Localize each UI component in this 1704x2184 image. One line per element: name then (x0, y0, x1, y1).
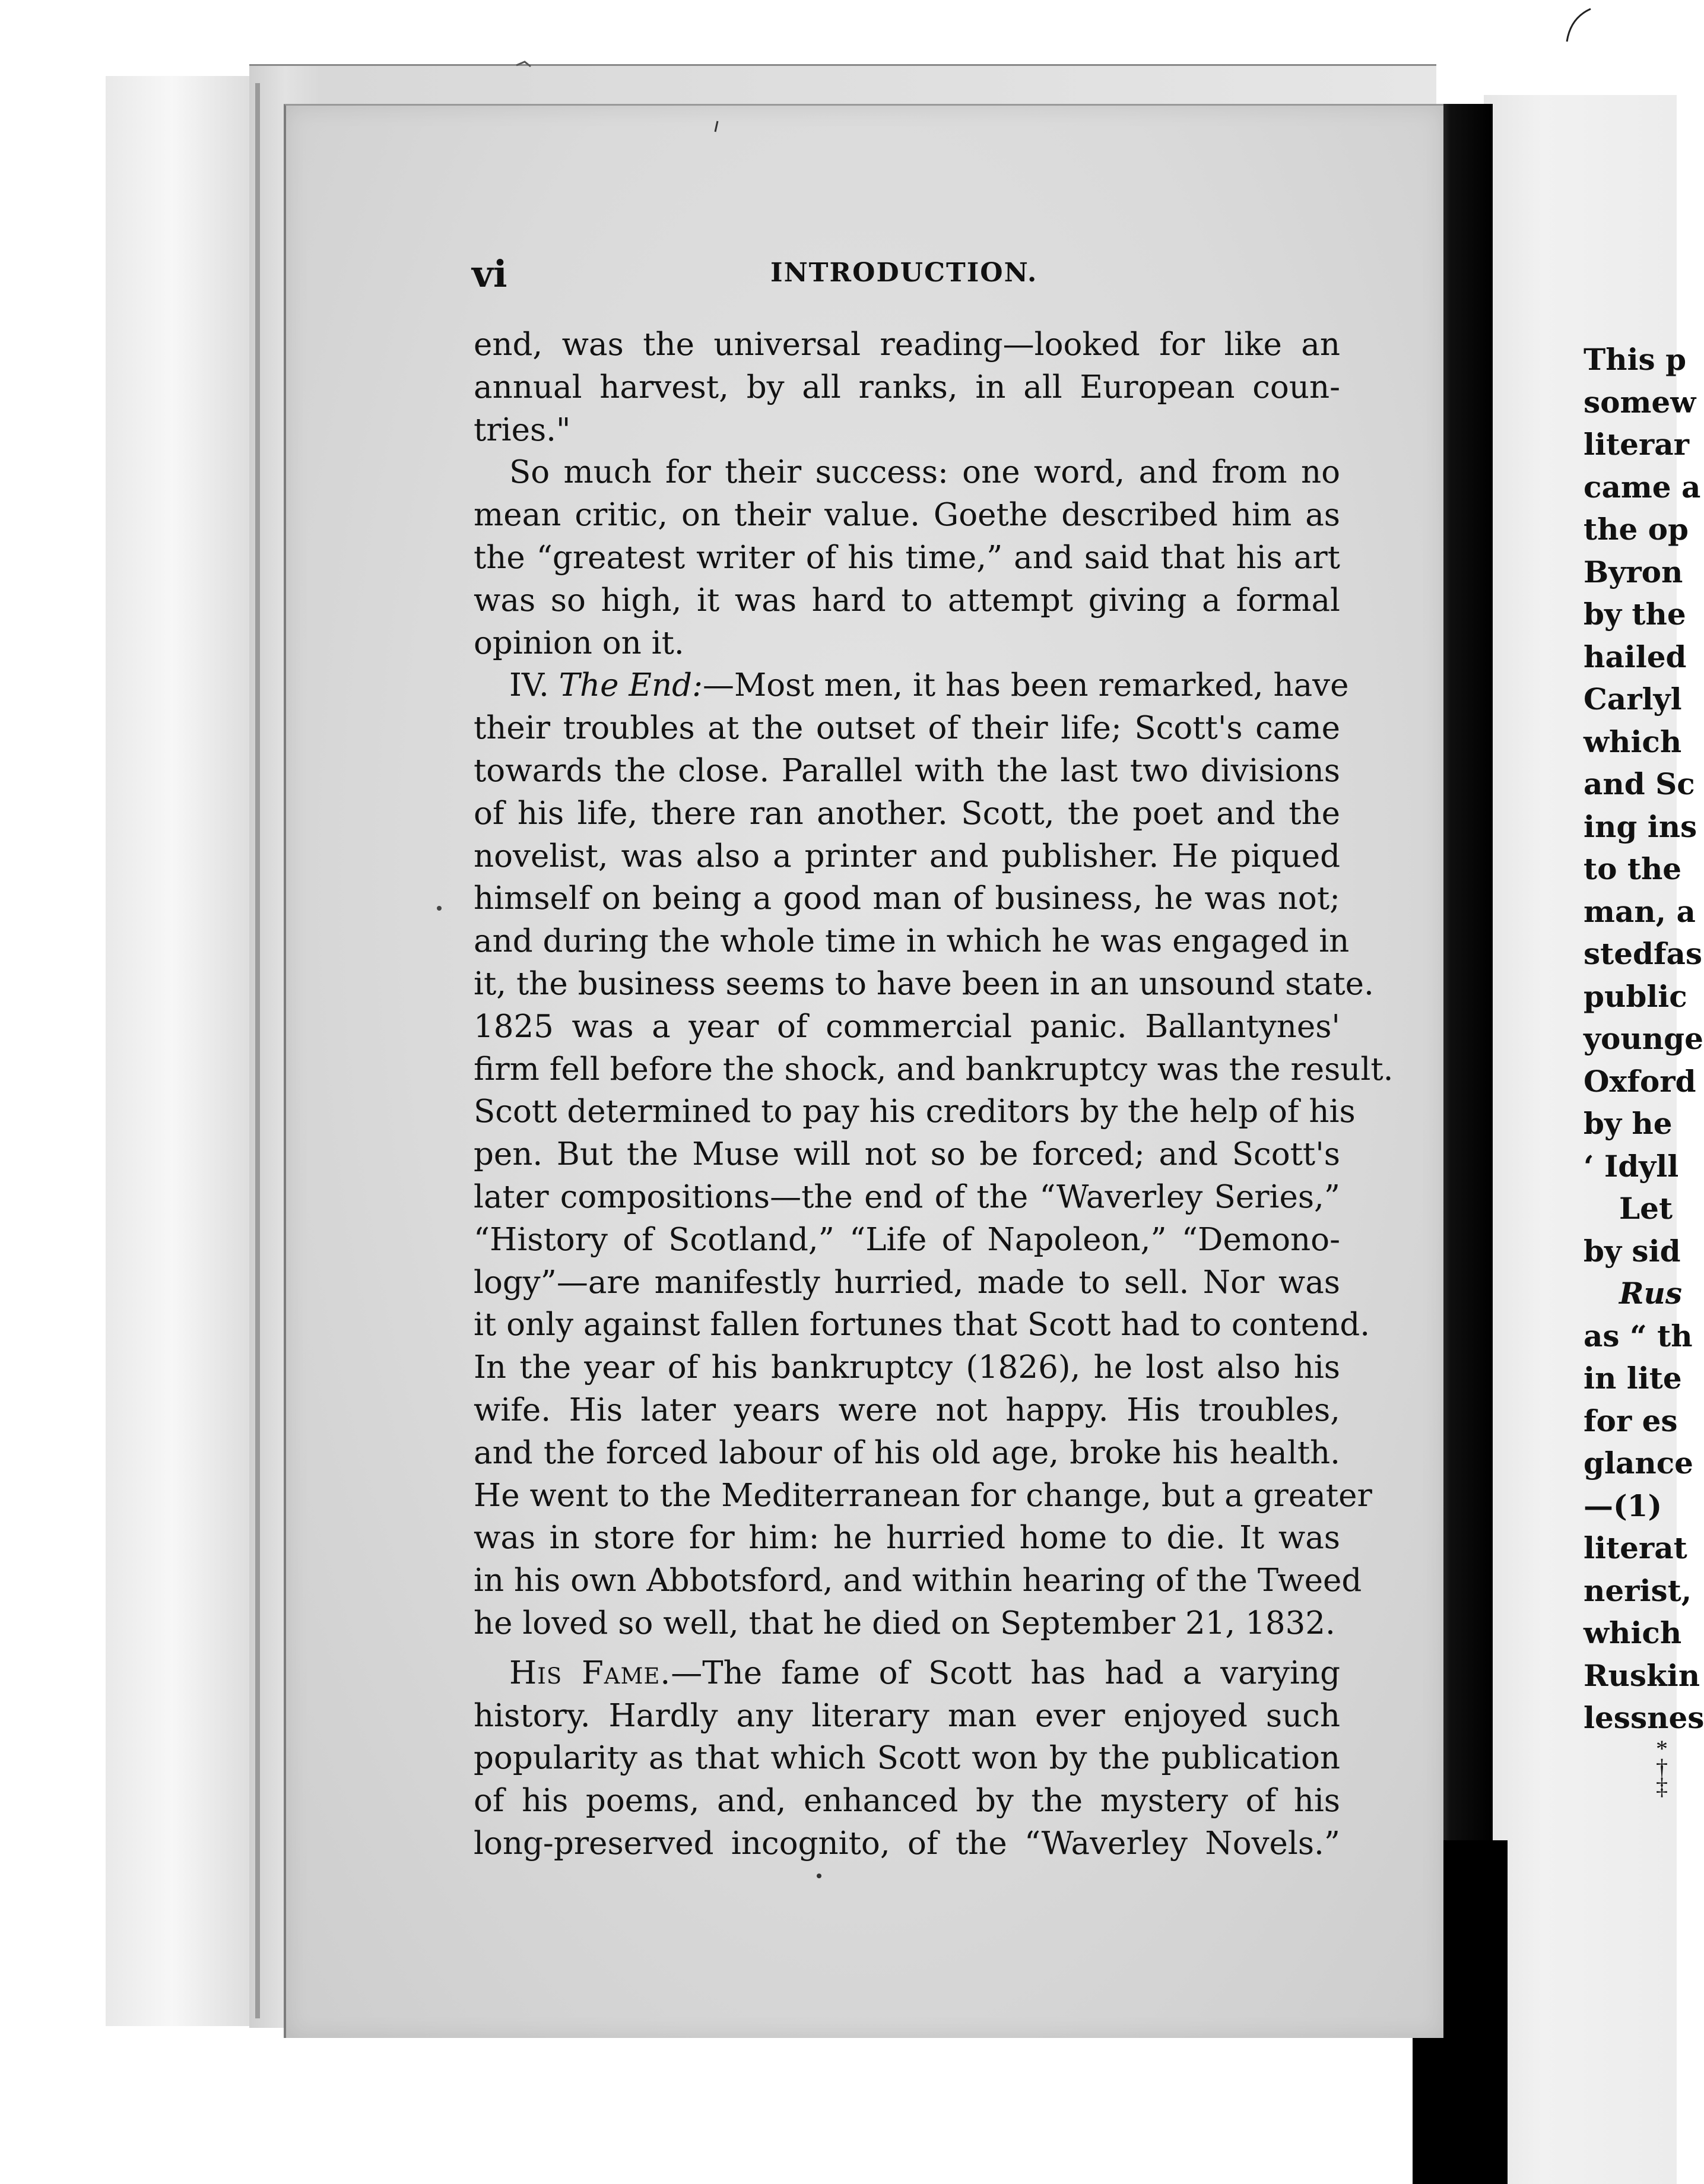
right-text-line: by the (1584, 597, 1686, 632)
text-line: “History of Scotland,” “Life of Napoleon,” “Demono- (474, 1221, 1340, 1258)
text-line: wife. His later years were not happy. His troubles, (474, 1391, 1340, 1428)
text-line: pen. But the Muse will not so be forced; and Scott's (474, 1136, 1340, 1173)
text-line: it only against fallen fortunes that Scott had to contend. (474, 1307, 1370, 1343)
right-text-line: Oxford (1584, 1063, 1696, 1099)
right-text-line: hailed (1584, 639, 1687, 674)
text-line: mean critic, on their value. Goethe described him as (474, 497, 1340, 534)
right-text-line: Byron (1584, 554, 1683, 589)
right-text-line: glance (1584, 1446, 1693, 1481)
right-text-line: lessnes (1584, 1700, 1704, 1735)
right-text-line: public (1584, 978, 1687, 1014)
text-line: it, the business seems to have been in an unsound state. (474, 965, 1374, 1002)
text-line: popularity as that which Scott won by the publication (474, 1740, 1340, 1777)
right-text-line: and Sc (1584, 766, 1695, 801)
footnote-mark: ‡ (1656, 1773, 1668, 1800)
right-text-line: came a (1584, 469, 1701, 505)
text-line: opinion on it. (474, 625, 684, 661)
right-text-line: ‘ Idyll (1584, 1148, 1679, 1184)
text-line: he loved so well, that he died on September 21, 1832. (474, 1605, 1335, 1641)
right-text-line: which (1584, 724, 1682, 759)
right-text-line: by sid (1584, 1233, 1681, 1269)
right-text-line: which (1584, 1615, 1682, 1650)
speck (516, 62, 531, 66)
text-line: tries." (474, 411, 571, 448)
right-text-line: Carlyl (1584, 681, 1682, 717)
right-text-line: stedfas (1584, 936, 1703, 971)
text-line: himself on being a good man of business, he was not; (474, 880, 1340, 917)
text-line: In the year of his bankruptcy (1826), he lost also his (474, 1349, 1340, 1386)
text-line: the “greatest writer of his time,” and said that his art (474, 539, 1340, 576)
text-line: and the forced labour of his old age, broke his health. (474, 1434, 1340, 1471)
text-line: in his own Abbotsford, and within hearing of the Tweed (474, 1562, 1362, 1599)
text-line: of his life, there ran another. Scott, the poet and the (474, 795, 1340, 832)
text-line: was so high, it was hard to attempt giving a formal (474, 582, 1340, 619)
right-text-line: younge (1584, 1021, 1703, 1056)
right-text-line: man, a (1584, 893, 1696, 929)
text-line: was in store for him: he hurried home to die. It was (474, 1520, 1340, 1557)
text-line: their troubles at the outset of their life; Scott's came (474, 710, 1340, 747)
right-text-line: This p (1584, 342, 1687, 377)
right-text-line: for es (1584, 1403, 1678, 1438)
text-line: So much for their success: one word, and from no (509, 454, 1340, 491)
text-line: logy”—are manifestly hurried, made to sell. Nor was (474, 1264, 1340, 1301)
text-line: 1825 was a year of commercial panic. Ballantynes' (474, 1008, 1340, 1045)
footnote-mark: * (1656, 1735, 1668, 1762)
text-line: of his poems, and, enhanced by the mystery of his (474, 1783, 1340, 1820)
running-head: INTRODUCTION. (770, 258, 1038, 288)
text-line: history. Hardly any literary man ever enjoyed such (474, 1697, 1340, 1734)
section-numeral: IV. (509, 667, 549, 704)
right-text-line: Rus (1619, 1276, 1683, 1311)
text-line: later compositions—the end of the “Waverley Series,” (474, 1178, 1340, 1215)
text-line: and during the whole time in which he was engaged in (474, 923, 1350, 960)
right-text-line: Let (1619, 1191, 1673, 1226)
text-line: Scott determined to pay his creditors by the help of his (474, 1093, 1356, 1130)
speck (715, 121, 718, 132)
right-text-line: nerist, (1584, 1573, 1692, 1608)
text-line: towards the close. Parallel with the last two divisions (474, 752, 1340, 789)
section-title: The End: (559, 667, 703, 704)
right-text-line: Ruskin (1584, 1657, 1700, 1693)
right-text-line: as “ th (1584, 1318, 1693, 1353)
text-line: He went to the Mediterranean for change, but a greater (474, 1477, 1372, 1514)
right-text-line: —(1) (1584, 1488, 1662, 1523)
text-line: annual harvest, by all ranks, in all European coun- (474, 369, 1340, 405)
text-line: —The fame of Scott has had a varying (671, 1654, 1340, 1691)
right-text-line: in lite (1584, 1361, 1682, 1396)
right-text-line: somew (1584, 384, 1696, 420)
footnote-mark: † (1656, 1754, 1668, 1781)
right-text-line: the op (1584, 512, 1689, 547)
right-text-line: to the (1584, 851, 1682, 886)
page-number: vi (472, 252, 507, 296)
right-text-line: by he (1584, 1106, 1673, 1141)
speck (437, 906, 442, 911)
right-text-line: ing ins (1584, 809, 1697, 844)
text-line: —Most men, it has been remarked, have (702, 667, 1349, 704)
right-text-line: literar (1584, 427, 1689, 462)
speck (817, 1874, 821, 1878)
section-title: His Fame. (509, 1654, 671, 1691)
text-line: firm fell before the shock, and bankruptcy was the result. (474, 1051, 1394, 1088)
text-line: long-preserved incognito, of the “Waverley Novels.” (474, 1825, 1340, 1862)
text-line: novelist, was also a printer and publisher. He piqued (474, 838, 1340, 874)
text-line: end, was the universal reading—looked for like an (474, 327, 1340, 363)
speck (1567, 9, 1591, 42)
right-text-line: literat (1584, 1530, 1687, 1565)
